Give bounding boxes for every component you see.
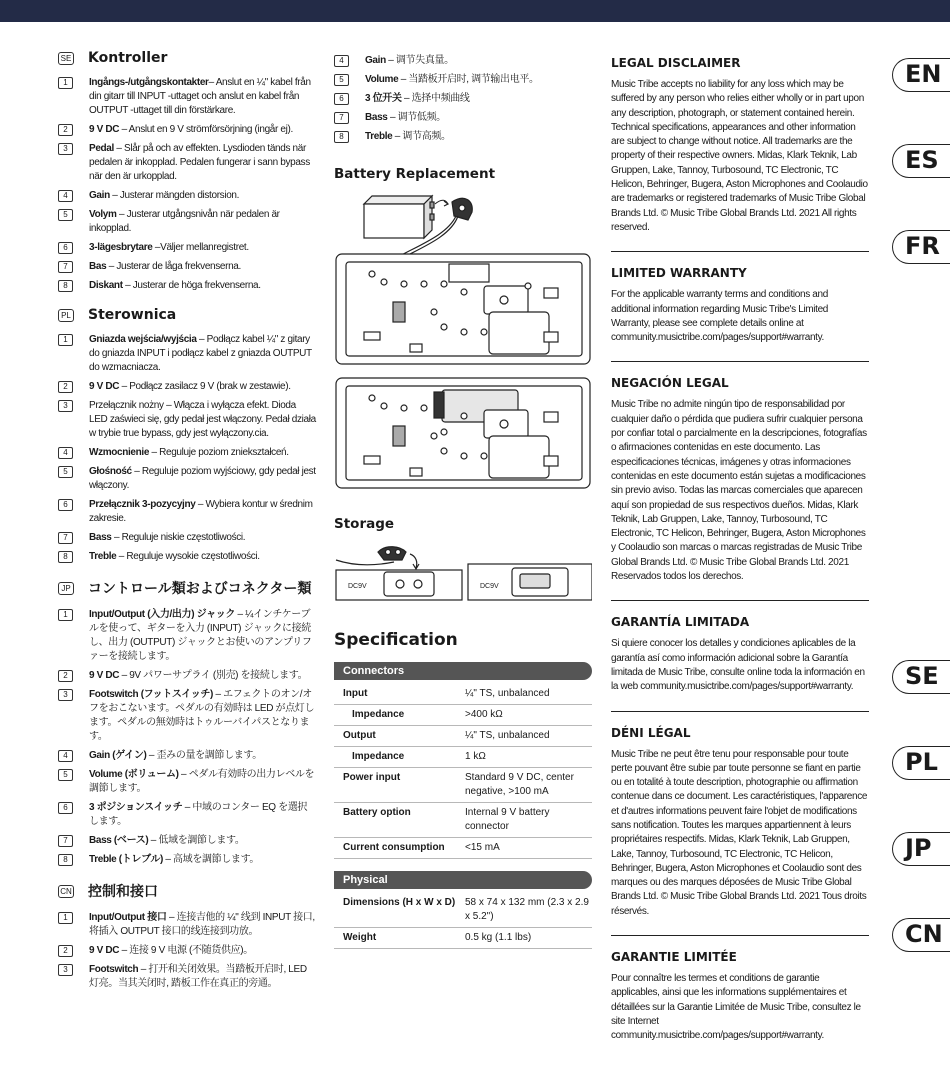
item-description: – 歪みの量を調節します。 <box>146 750 262 761</box>
item-description: – Podłącz kabel ¼" z gitary do gniazda INPUT i podłącz kabel z gniazda OUTPUT do wzmacniacza. <box>89 334 312 373</box>
list-item <box>58 241 316 255</box>
column-specs <box>334 54 592 949</box>
legal-section-text: Music Tribe ne peut être tenu pour responsable pour toute perte pouvant être subie par toute personne se fiant en partie ou en totalité à toute description, photographie ou affirmation contenue dans ce document. Les caractéristiques, l'apparence et d'autres informations peuvent faire l'objet de modifications sans notification. Toutes les marques appartiennent à leurs propriétaires respectifs. Midas, Klark Teknik, Lab Gruppen, Lake, Tannoy, Turbosound, TC Electronic, TC Helicon, Behringer, Bugera, Aston Microphones et Coolaudio sont des marques ou des marques déposées de Music Tribe Global Brands Ltd. © Music Tribe Global Brands Ltd. 2021 Tous droits réservés. <box>611 748 868 917</box>
item-description: – Anslut en 9 V strömförsörjning (ingår ej). <box>119 124 293 135</box>
list-item <box>58 380 316 394</box>
item-text <box>89 911 316 939</box>
item-text <box>89 241 249 255</box>
specification-title: Specification <box>334 630 458 650</box>
item-label: Treble (トレブル) <box>89 854 163 865</box>
item-number: 4 <box>58 190 73 202</box>
item-text <box>365 130 451 144</box>
spec-key: Impedance <box>352 709 405 720</box>
section-pl <box>58 307 316 564</box>
list-item <box>334 54 592 68</box>
section-divider <box>611 935 869 936</box>
item-text <box>89 498 316 526</box>
list-item <box>58 608 316 664</box>
item-description: –Väljer mellanregistret. <box>152 242 249 253</box>
item-text <box>365 73 539 87</box>
spec-row <box>334 838 592 859</box>
item-description: – エフェクトのオン/オフをおこないます。ペダルの有効時は LED が点灯します。ペダルの無効時はトゥルーバイパスとなります。 <box>89 689 315 742</box>
item-description: – Justerar mängden distorsion. <box>109 190 240 201</box>
item-text <box>89 801 316 829</box>
item-number: 7 <box>58 261 73 273</box>
item-number: 3 <box>58 964 73 976</box>
item-label: Diskant <box>89 280 123 291</box>
item-number: 5 <box>58 466 73 478</box>
item-description: – Justerar de höga frekvenserna. <box>122 280 261 291</box>
lang-tag-cn: CN <box>58 885 74 898</box>
item-number: 1 <box>58 609 73 621</box>
spec-key: Output <box>343 730 376 741</box>
item-text <box>89 944 253 958</box>
item-label: Wzmocnienie <box>89 447 150 458</box>
item-description: – 中域のコンター EQ を選択します。 <box>89 802 308 827</box>
item-description: – Reguluje poziom zniekształceń. <box>149 447 289 458</box>
spec-key: Weight <box>343 932 377 943</box>
spec-key: Battery option <box>343 807 411 818</box>
item-label: Bas <box>89 261 107 272</box>
item-label: 3 ポジションスイッチ <box>89 802 183 813</box>
list-item <box>58 465 316 493</box>
spec-value: <15 mA <box>465 842 500 853</box>
list-item <box>58 189 316 203</box>
item-text <box>89 333 316 375</box>
language-tab-jp[interactable]: JP <box>892 832 950 866</box>
item-number: 1 <box>58 912 73 924</box>
item-description: Przełącznik nożny – Włącza i wyłącza efekt. Dioda LED zaświeci się, gdy pedał jest włączony. Pedał działa w trybie true bypass, gdy jest wyłączony.cia. <box>89 400 316 439</box>
list-item <box>58 801 316 829</box>
list-item <box>58 76 316 118</box>
item-description: – ペダル有効時の出力レベルを調節します。 <box>89 769 315 794</box>
list-item <box>58 768 316 796</box>
list-item <box>334 130 592 144</box>
list-item <box>58 944 316 958</box>
item-text <box>89 399 316 441</box>
item-number: 4 <box>58 750 73 762</box>
item-label: Volym <box>89 209 117 220</box>
item-label: Głośność <box>89 466 132 477</box>
spec-row <box>334 928 592 949</box>
item-label: 9 V DC <box>89 381 120 392</box>
item-label: 3 位开关 <box>365 93 402 104</box>
section-cn <box>58 881 316 991</box>
item-text <box>89 853 259 867</box>
item-text <box>365 111 446 125</box>
item-number: 4 <box>334 55 349 67</box>
item-number: 7 <box>334 112 349 124</box>
section-divider <box>611 251 869 252</box>
section-divider <box>611 711 869 712</box>
list-item <box>58 333 316 375</box>
legal-section <box>611 56 869 235</box>
item-number: 2 <box>58 670 73 682</box>
item-description: – Reguluje niskie częstotliwości. <box>111 532 246 543</box>
item-text <box>365 92 470 106</box>
item-text <box>89 380 291 394</box>
section-title-se: Kontroller <box>88 50 168 66</box>
item-text <box>89 963 316 991</box>
item-description: – 连接 9 V 电源 (不随货供应)。 <box>119 945 253 956</box>
item-text <box>89 76 316 118</box>
list-item <box>58 142 316 184</box>
item-description: – Reguluje poziom wyjściowy, gdy pedał jest włączony. <box>89 466 316 491</box>
item-number: 2 <box>58 381 73 393</box>
item-text <box>89 768 316 796</box>
item-description: – 选择中频曲线 <box>401 93 470 104</box>
item-text <box>89 446 289 460</box>
item-number: 2 <box>58 945 73 957</box>
item-description: – 打开和关闭效果。当踏板开启时, LED 灯亮。当其关闭时, 踏板工作在真正的旁通。 <box>89 964 307 989</box>
spec-key: Power input <box>343 772 401 783</box>
item-label: Volume (ボリューム) <box>89 769 179 780</box>
section-divider <box>611 600 869 601</box>
spec-value: >400 kΩ <box>465 709 503 720</box>
item-label: Treble <box>89 551 117 562</box>
spec-value: Internal 9 V battery connector <box>465 807 550 832</box>
item-label: Pedal <box>89 143 114 154</box>
lang-tag-jp: JP <box>58 582 74 595</box>
item-description: – Wybiera kontur w średnim zakresie. <box>89 499 313 524</box>
item-description: – Anslut en ¼" kabel från din gitarr till INPUT -uttaget och anslut en kabel från OUTPUT -uttaget till din förstärkare. <box>89 77 311 116</box>
physical-band: Physical <box>334 871 592 889</box>
spec-row <box>334 768 592 803</box>
item-description: – ¼インチケーブルを使って、ギターを入力 (INPUT) ジャックに接続し、出力 (OUTPUT) ジャックとお使いのアンプリファーを接続します。 <box>89 609 312 662</box>
item-number: 6 <box>334 93 349 105</box>
spec-value: ¼" TS, unbalanced <box>465 730 550 741</box>
item-number: 3 <box>58 143 73 155</box>
spec-key: Impedance <box>352 751 405 762</box>
item-text <box>89 608 316 664</box>
item-description: – 调节失真量。 <box>385 55 454 66</box>
list-item <box>58 279 316 293</box>
item-number: 1 <box>58 77 73 89</box>
item-text <box>89 669 307 683</box>
spec-value: ¼" TS, unbalanced <box>465 688 550 699</box>
list-item <box>58 911 316 939</box>
item-label: Bass (ベース) <box>89 835 149 846</box>
section-divider <box>611 361 869 362</box>
list-item <box>58 399 316 441</box>
item-description: – Justerar utgångsnivån när pedalen är inkopplad. <box>89 209 280 234</box>
control-list-jp <box>58 608 316 867</box>
language-tab-se[interactable]: SE <box>892 660 950 694</box>
column-controls <box>58 50 316 1005</box>
item-label: 9 V DC <box>89 124 120 135</box>
jack-label-2: DC9V <box>480 583 499 590</box>
control-list-cn <box>58 911 316 991</box>
item-text <box>89 834 244 848</box>
item-description: – Podłącz zasilacz 9 V (brak w zestawie). <box>119 381 291 392</box>
spec-row <box>334 705 592 726</box>
item-text <box>89 531 245 545</box>
item-description: – Justerar de låga frekvenserna. <box>106 261 241 272</box>
item-text <box>89 465 316 493</box>
item-label: Input/Output (入力/出力) ジャック <box>89 609 236 620</box>
spec-key: Current consumption <box>343 842 445 853</box>
item-number: 8 <box>58 854 73 866</box>
item-description: – Reguluje wysokie częstotliwości. <box>116 551 260 562</box>
legal-section <box>611 376 869 584</box>
list-item <box>58 688 316 744</box>
item-number: 1 <box>58 334 73 346</box>
spec-key: Dimensions (H x W x D) <box>343 897 456 908</box>
section-jp <box>58 578 316 867</box>
legal-section-title: NEGACIÓN LEGAL <box>611 376 729 391</box>
top-banner <box>0 0 950 22</box>
item-label: Footswitch <box>89 964 139 975</box>
item-number: 6 <box>58 242 73 254</box>
control-list-pl <box>58 333 316 564</box>
legal-section-title: LEGAL DISCLAIMER <box>611 56 741 70</box>
item-description: – 调节高频。 <box>392 131 451 142</box>
language-tab-pl[interactable]: PL <box>892 746 950 780</box>
item-text <box>89 208 316 236</box>
legal-section <box>611 266 869 345</box>
item-label: Input/Output 接口 <box>89 912 167 923</box>
spec-row <box>334 803 592 838</box>
item-number: 4 <box>58 447 73 459</box>
list-item <box>58 963 316 991</box>
item-description: – 调节低频。 <box>387 112 446 123</box>
item-description: – 高域を調節します。 <box>162 854 260 865</box>
item-description: – 低域を調節します。 <box>148 835 245 846</box>
item-text <box>89 688 316 744</box>
control-list-se <box>58 76 316 293</box>
list-item <box>58 669 316 683</box>
item-label: Gniazda wejścia/wyjścia <box>89 334 197 345</box>
item-label: Ingångs-/utgångskontakter <box>89 77 209 88</box>
legal-section-title: GARANTÍA LIMITADA <box>611 615 750 630</box>
list-item <box>334 92 592 106</box>
item-label: Gain (ゲイン) <box>89 750 147 761</box>
spec-row <box>334 726 592 747</box>
legal-section-text: Si quiere conocer los detalles y condiciones aplicables de la garantía así como información adicional sobre la Garantía limitada de Music Tribe, consulte online toda la información en la web community.musictribe.com/pages/support#warranty. <box>611 638 865 693</box>
item-text <box>89 142 316 184</box>
item-number: 2 <box>58 124 73 136</box>
item-text <box>365 54 454 68</box>
item-number: 8 <box>58 280 73 292</box>
item-label: 9 V DC <box>89 945 120 956</box>
list-item <box>58 853 316 867</box>
item-label: Volume <box>365 74 399 85</box>
list-item <box>58 498 316 526</box>
item-number: 5 <box>58 769 73 781</box>
item-text <box>89 260 241 274</box>
legal-section-text: For the applicable warranty terms and conditions and additional information regarding Music Tribe's Limited Warranty, please see complete details online at community.musictribe.com/pages/support#warranty. <box>611 289 829 344</box>
legal-section-title: GARANTIE LIMITÉE <box>611 950 737 965</box>
item-description: – 当踏板开启时, 调节输出电平。 <box>398 74 539 85</box>
section-se <box>58 50 316 293</box>
legal-section-title: DÉNI LÉGAL <box>611 725 691 740</box>
lang-tag-pl: PL <box>58 309 74 322</box>
battery-replacement-title: Battery Replacement <box>334 166 496 182</box>
section-title-cn: 控制和接口 <box>88 884 158 900</box>
connectors-table <box>334 684 592 859</box>
battery-replacement-illustration <box>334 192 592 502</box>
spec-value: 0.5 kg (1.1 lbs) <box>465 932 532 943</box>
item-label: Bass <box>89 532 112 543</box>
item-number: 6 <box>58 499 73 511</box>
language-tab-fr[interactable]: FR <box>892 230 950 264</box>
legal-section <box>611 615 869 694</box>
section-title-jp: コントロール類およびコネクター類 <box>88 581 312 597</box>
list-item <box>58 749 316 763</box>
list-item <box>58 260 316 274</box>
item-label: Footswitch (フットスイッチ) <box>89 689 214 700</box>
item-number: 3 <box>58 400 73 412</box>
spec-row <box>334 747 592 768</box>
legal-section <box>611 726 869 920</box>
spec-value: 1 kΩ <box>465 751 486 762</box>
language-tab-en[interactable]: EN <box>892 58 950 92</box>
item-number: 8 <box>58 551 73 563</box>
item-label: Gain <box>89 190 110 201</box>
spec-row <box>334 684 592 705</box>
legal-section-text: Music Tribe no admite ningún tipo de responsabilidad por cualquier daño o pérdida que pudiera sufrir cualquier persona por confiar total o parcialmente en la descripciones, fotografías o afirmaciones contenidas en este documento. Las especificaciones técnicas, imágenes y otras informaciones contenidas en este documento están sujetas a modificaciones sin previo aviso. Todas las marcas comerciales que aparecen aquí son propiedad de sus respectivos dueños. Midas, Klark Teknik, Lab Gruppen, Lake, Tannoy, Turbosound, TC Electronic, TC Helicon, Behringer, Bugera, Aston Microphones y Coolaudio son marcas o marcas registradas de Music Tribe Global Brands Ltd. © Music Tribe Global Brands Ltd. 2021 Reservados todos los derechos. <box>611 399 867 583</box>
item-label: Bass <box>365 112 388 123</box>
item-label: Treble <box>365 131 393 142</box>
language-tab-cn[interactable]: CN <box>892 918 950 952</box>
control-list-cn-continued <box>334 54 592 144</box>
spec-row <box>334 893 592 928</box>
item-number: 5 <box>58 209 73 221</box>
item-number: 3 <box>58 689 73 701</box>
item-label: 9 V DC <box>89 670 120 681</box>
connectors-band: Connectors <box>334 662 592 680</box>
item-number: 6 <box>58 802 73 814</box>
spec-key: Input <box>343 688 368 699</box>
item-description: – 连接吉他的 ¼" 线到 INPUT 接口, 将插入 OUTPUT 接口的线连接到功放。 <box>89 912 315 937</box>
list-item <box>58 123 316 137</box>
column-legal <box>611 56 869 1044</box>
legal-section-title: LIMITED WARRANTY <box>611 266 747 281</box>
item-label: 3-lägesbrytare <box>89 242 153 253</box>
item-text <box>89 189 239 203</box>
spec-value: Standard 9 V DC, center negative, >100 mA <box>465 772 574 797</box>
legal-section-text: Pour connaître les termes et conditions de garantie applicables, ainsi que les informations supplémentaires et détaillées sur la Garantie Limitée de Music Tribe, consultez le site Internet community.musictribe.com/pages/support#warranty. <box>611 973 861 1042</box>
list-item <box>58 834 316 848</box>
item-text <box>89 123 293 137</box>
item-number: 8 <box>334 131 349 143</box>
list-item <box>58 446 316 460</box>
physical-table <box>334 893 592 949</box>
item-description: – 9V パワーサプライ (別売) を接続します。 <box>119 670 308 681</box>
list-item <box>334 111 592 125</box>
item-number: 7 <box>58 532 73 544</box>
list-item <box>58 550 316 564</box>
legal-section <box>611 950 869 1043</box>
list-item <box>334 73 592 87</box>
section-title-pl: Sterownica <box>88 307 177 323</box>
item-text <box>89 749 262 763</box>
item-text <box>89 279 261 293</box>
jack-label: DC9V <box>348 583 367 590</box>
storage-illustration <box>334 542 592 602</box>
spec-value: 58 x 74 x 132 mm (2.3 x 2.9 x 5.2") <box>465 897 589 922</box>
item-label: Przełącznik 3-pozycyjny <box>89 499 196 510</box>
storage-title: Storage <box>334 516 395 532</box>
item-label: Gain <box>365 55 386 66</box>
item-text <box>89 550 260 564</box>
list-item <box>58 208 316 236</box>
item-number: 5 <box>334 74 349 86</box>
language-tab-es[interactable]: ES <box>892 144 950 178</box>
item-number: 7 <box>58 835 73 847</box>
lang-tag-se: SE <box>58 52 74 65</box>
list-item <box>58 531 316 545</box>
legal-section-text: Music Tribe accepts no liability for any loss which may be suffered by any person who relies either wholly or in part upon any description, photograph, or statement contained herein. Technical specifications, appearances and other information are subject to change without notice. All trademarks are the property of their respective owners. Midas, Klark Teknik, Lab Gruppen, Lake, Tannoy, Turbosound, TC Electronic, TC Helicon, Behringer, Bugera, Aston Microphones and Coolaudio are trademarks or registered trademarks of Music Tribe Global Brands Ltd. © Music Tribe Global Brands Ltd. 2021 All rights reserved. <box>611 79 868 233</box>
item-description: – Slår på och av effekten. Lysdioden tänds när pedalen är inkopplad. Pedalen fungerar i sann bypass när den är urkopplad. <box>89 143 310 182</box>
